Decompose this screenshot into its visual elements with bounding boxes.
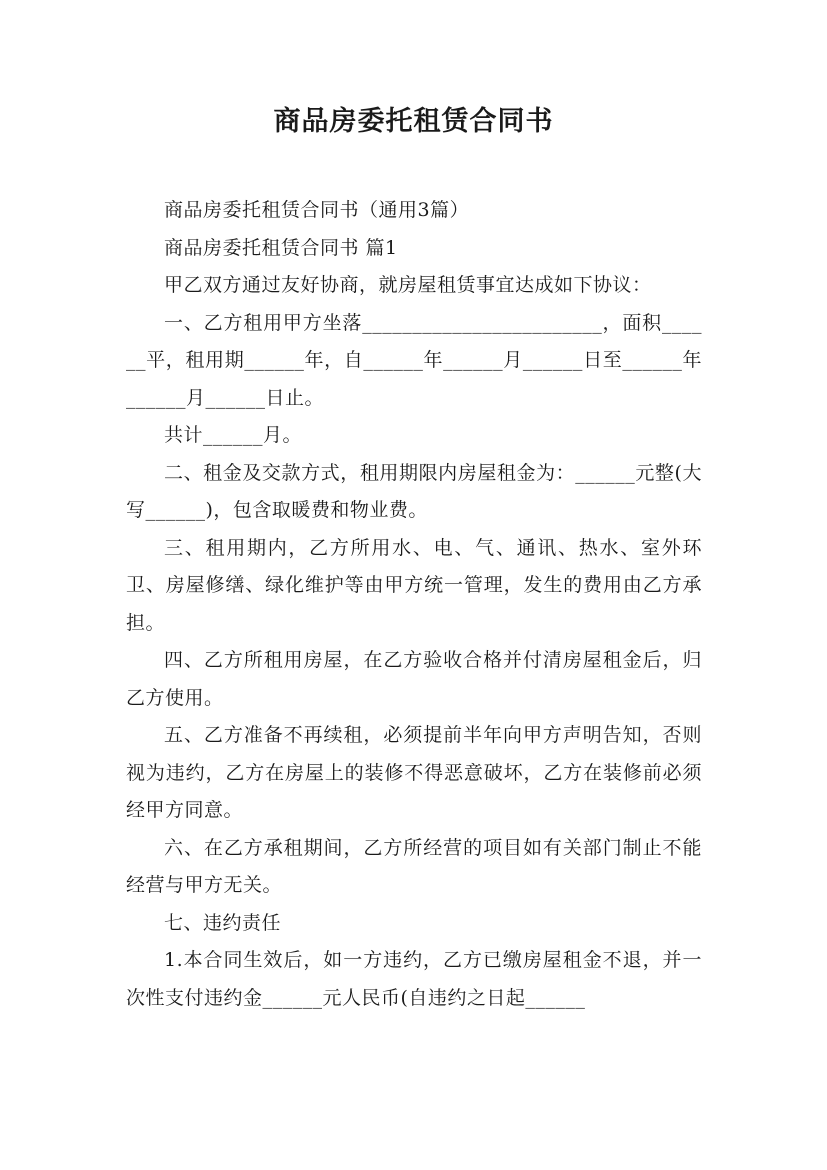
paragraph-clause-7-heading: 七、违约责任 xyxy=(164,911,282,934)
paragraph-intro: 甲乙双方通过友好协商，就房屋租赁事宜达成如下协议： xyxy=(164,274,652,296)
paragraph-total-months: 共计______月。 xyxy=(164,424,303,446)
paragraph-clause-3: 三、租用期内，乙方所用水、电、气、通讯、热水、室外环卫、房屋修缮、绿化维护等由甲方统一管理，发生的费用由乙方承担。 xyxy=(126,536,702,634)
paragraph-clause-7-1: 1.本合同生效后，如一方违约，乙方已缴房屋租金不退，并一次性支付违约金______元人民币(自违约之日起______ xyxy=(126,949,702,1009)
paragraph-clause-5: 五、乙方准备不再续租，必须提前半年向甲方声明告知，否则视为违约，乙方在房屋上的装修不得恶意破坏，乙方在装修前必须经甲方同意。 xyxy=(126,724,702,821)
paragraph-section-heading: 商品房委托租赁合同书 篇1 xyxy=(164,236,398,259)
document-body xyxy=(126,192,702,1017)
paragraph-clause-6: 六、在乙方承租期间，乙方所经营的项目如有关部门制止不能经营与甲方无关。 xyxy=(126,836,702,896)
document-title: 商品房委托租赁合同书 xyxy=(273,106,554,137)
paragraph-clause-2: 二、租金及交款方式，租用期限内房屋租金为：______元整(大写______)，包含取暖费和物业费。 xyxy=(126,461,702,521)
paragraph-clause-1: 一、乙方租用甲方坐落________________________，面积______平，租用期______年，自______年______月______日至______年______月______日止。 xyxy=(126,311,702,409)
paragraph-subtitle: 商品房委托租赁合同书（通用3篇） xyxy=(164,199,470,221)
paragraph-clause-4: 四、乙方所租用房屋，在乙方验收合格并付清房屋租金后，归乙方使用。 xyxy=(126,649,702,709)
